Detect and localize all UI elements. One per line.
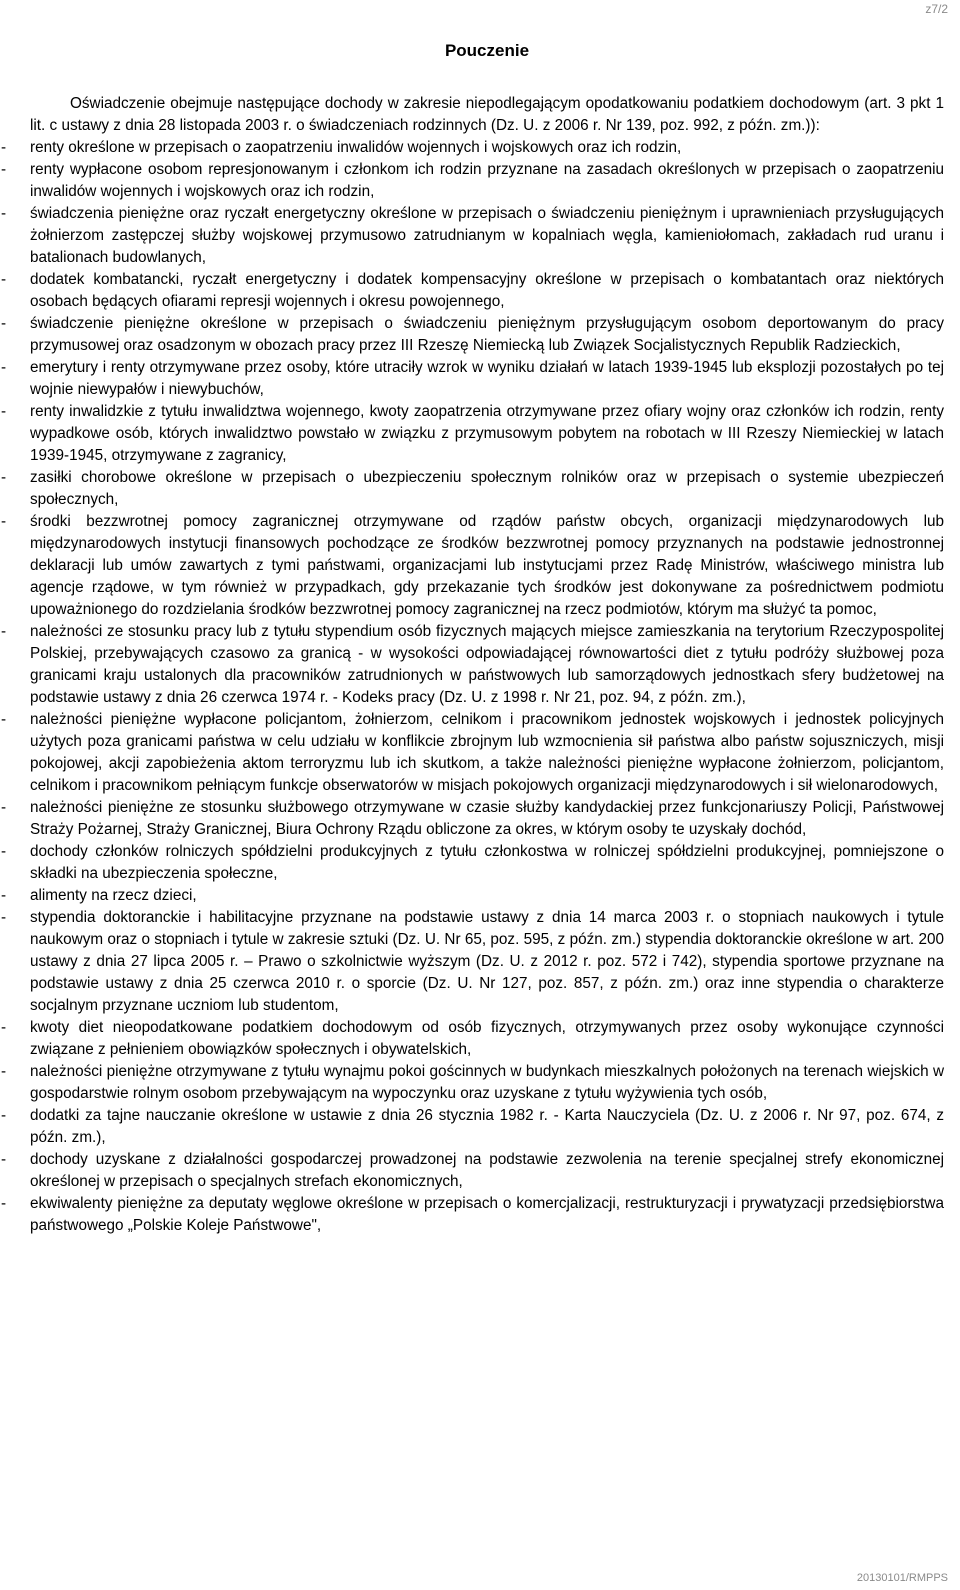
list-dash: - (1, 1151, 7, 1168)
list-item-text: należności pieniężne wypłacone policjantom, żołnierzom, celnikom i pracownikom jednostek wojskowych i jednostek policyjnych użytych poza granicami państwa w celu udziału w konflikcie zbrojnym lub wzmocnienia sił państwa albo państw sojuszniczych, misji pokojowej, akcji zapobieżenia aktom terroryzmu lub ich skutkom, a także należności pieniężne wypłacone żołnierzom, policjantom, celnikom i pracownikom pełniącym funkcje obserwatorów w misjach pokojowych organizacji międzynarodowych i sił wielonarodowych, (30, 711, 944, 794)
list-item-text: stypendia doktoranckie i habilitacyjne przyznane na podstawie ustawy z dnia 14 marca 2003 r. o stopniach naukowych i tytule naukowym oraz o stopniach i tytule w zakresie sztuki (Dz. U. Nr 65, poz. 595, z późn. zm.) stypendia doktoranckie określone w art. 200 ustawy z dnia 27 lipca 2005 r. – Prawo o szkolnictwie wyższym (Dz. U. z 2012 r. poz. 572 i 742), stypendia sportowe przyznane na podstawie ustawy z dnia 25 czerwca 2010 r. o sporcie (Dz. U. Nr 127, poz. 857, z późn. zm.) oraz inne stypendia o charakterze socjalnym przyznane uczniom lub studentom, (30, 909, 944, 1014)
list-item (1, 797, 944, 841)
list-item (1, 357, 944, 401)
list-dash: - (1, 1195, 7, 1212)
list-item (1, 137, 944, 159)
list-dash: - (1, 403, 7, 420)
list-dash: - (1, 799, 7, 816)
list-dash: - (1, 271, 7, 288)
list-dash: - (1, 623, 7, 640)
list-item (1, 313, 944, 357)
list-item-text: należności pieniężne ze stosunku służbowego otrzymywane w czasie służby kandydackiej przez funkcjonariuszy Policji, Państwowej Straży Pożarnej, Straży Granicznej, Biura Ochrony Rządu obliczone za okres, w którym osoby te uzyskały dochód, (30, 799, 944, 838)
list-item-text: emerytury i renty otrzymywane przez osoby, które utraciły wzrok w wyniku działań w latach 1939-1945 lub eksplozji pozostałych po tej wojnie niewypałów i niewybuchów, (30, 359, 944, 398)
page-number: z7/2 (925, 2, 948, 16)
list-item (1, 1017, 944, 1061)
list-item (1, 203, 944, 269)
list-item (1, 1061, 944, 1105)
list-item (1, 885, 944, 907)
list-item (1, 467, 944, 511)
list-item (1, 1193, 944, 1237)
list-item-text: zasiłki chorobowe określone w przepisach o ubezpieczeniu społecznym rolników oraz w przepisach o systemie ubezpieczeń społecznych, (30, 469, 944, 508)
list-dash: - (1, 359, 7, 376)
document-body (1, 36, 944, 1237)
list-item (1, 159, 944, 203)
income-list (1, 137, 944, 1237)
list-dash: - (1, 1063, 7, 1080)
list-dash: - (1, 711, 7, 728)
list-dash: - (1, 513, 7, 530)
list-item (1, 841, 944, 885)
list-dash: - (1, 909, 7, 926)
list-dash: - (1, 469, 7, 486)
list-item-text: dodatek kombatancki, ryczałt energetyczny i dodatek kompensacyjny określone w przepisach o kombatantach oraz niektórych osobach będących ofiarami represji wojennych i okresu powojennego, (30, 271, 944, 310)
list-item (1, 401, 944, 467)
list-item-text: ekwiwalenty pieniężne za deputaty węglowe określone w przepisach o komercjalizacji, restrukturyzacji i prywatyzacji przedsiębiorstwa państwowego „Polskie Koleje Państwowe", (30, 1195, 944, 1234)
list-item (1, 709, 944, 797)
list-dash: - (1, 139, 7, 156)
list-item (1, 907, 944, 1017)
list-item (1, 1105, 944, 1149)
list-item-text: świadczenia pieniężne oraz ryczałt energetyczny określone w przepisach o świadczeniu pieniężnym i uprawnieniach przysługujących żołnierzom zastępczej służby wojskowej przymusowo zatrudnianym w kopalniach węgla, kamieniołomach, zakładach rud uranu i batalionach budowlanych, (30, 205, 944, 266)
page-title: Pouczenie (444, 41, 530, 60)
list-dash: - (1, 1107, 7, 1124)
intro-paragraph: Oświadczenie obejmuje następujące dochody w zakresie niepodlegającym opodatkowaniu podatkiem dochodowym (art. 3 pkt 1 lit. c ustawy z dnia 28 listopada 2003 r. o świadczeniach rodzinnych (Dz. U. z 2006 r. Nr 139, poz. 992, z późn. zm.)): (30, 95, 944, 134)
list-item-text: należności ze stosunku pracy lub z tytułu stypendium osób fizycznych mających miejsce zamieszkania na terytorium Rzeczypospolitej Polskiej, przebywających czasowo za granicą - w wysokości odpowiadającej równowartości diet z tytułu podróży służbowej poza granicami kraju ustalonych dla pracowników zatrudnionych w państwowych lub samorządowych jednostkach sfery budżetowej na podstawie ustawy z dnia 26 czerwca 1974 r. - Kodeks pracy (Dz. U. z 1998 r. Nr 21, poz. 94, z późn. zm.), (30, 623, 944, 706)
list-item-text: dodatki za tajne nauczanie określone w ustawie z dnia 26 stycznia 1982 r. - Karta Nauczyciela (Dz. U. z 2006 r. Nr 97, poz. 674, z późn. zm.), (30, 1107, 944, 1146)
list-dash: - (1, 161, 7, 178)
list-item (1, 269, 944, 313)
list-dash: - (1, 887, 7, 904)
list-item-text: należności pieniężne otrzymywane z tytułu wynajmu pokoi gościnnych w budynkach mieszkalnych położonych na terenach wiejskich w gospodarstwie rolnym osobom przebywającym na wypoczynku oraz uzyskane z tytułu wyżywienia tych osób, (30, 1063, 944, 1102)
list-item (1, 1149, 944, 1193)
list-item-text: środki bezzwrotnej pomocy zagranicznej otrzymywane od rządów państw obcych, organizacji międzynarodowych lub międzynarodowych instytucji finansowych pochodzące ze środków bezzwrotnej pomocy przyznanych na podstawie jednostronnej deklaracji lub umów zawartych z tymi państwami, organizacjami lub instytucjami przez Radę Ministrów, właściwego ministra lub agencje rządowe, w tym również w przypadkach, gdy przekazanie tych środków jest dokonywane za pośrednictwem podmiotu upoważnionego do rozdzielania środków bezzwrotnej pomocy zagranicznej na rzecz podmiotów, którym ma służyć ta pomoc, (30, 513, 944, 618)
list-dash: - (1, 315, 7, 332)
footer-code: 20130101/RMPPS (856, 1572, 948, 1584)
list-item-text: renty wypłacone osobom represjonowanym i członkom ich rodzin przyznane na zasadach określonych w przepisach o zaopatrzeniu inwalidów wojennych i wojskowych oraz ich rodzin, (30, 161, 944, 200)
list-item-text: renty inwalidzkie z tytułu inwalidztwa wojennego, kwoty zaopatrzenia otrzymywane przez ofiary wojny oraz członków ich rodzin, renty wypadkowe osób, których inwalidztwo powstało w związku z przymusowym pobytem na robotach w III Rzeszy Niemieckiej w latach 1939-1945, otrzymywane z zagranicy, (30, 403, 944, 464)
list-item-text: renty określone w przepisach o zaopatrzeniu inwalidów wojennych i wojskowych oraz ich rodzin, (30, 139, 682, 156)
list-item (1, 621, 944, 709)
list-item-text: dochody członków rolniczych spółdzielni produkcyjnych z tytułu członkostwa w rolniczej spółdzielni produkcyjnej, pomniejszone o składki na ubezpieczenia społeczne, (30, 843, 944, 882)
list-dash: - (1, 205, 7, 222)
list-item-text: alimenty na rzecz dzieci, (30, 887, 197, 904)
list-item-text: dochody uzyskane z działalności gospodarczej prowadzonej na podstawie zezwolenia na terenie specjalnej strefy ekonomicznej określonej w przepisach o specjalnych strefach ekonomicznych, (30, 1151, 944, 1190)
list-dash: - (1, 843, 7, 860)
list-item-text: świadczenie pieniężne określone w przepisach o świadczeniu pieniężnym przysługującym osobom deportowanym do pracy przymusowej oraz osadzonym w obozach pracy przez III Rzeszę Niemiecką lub Związek Socjalistycznych Republik Radzieckich, (30, 315, 944, 354)
list-item-text: kwoty diet nieopodatkowane podatkiem dochodowym od osób fizycznych, otrzymywanych przez osoby wykonujące czynności związane z pełnieniem obowiązków społecznych i obywatelskich, (30, 1019, 944, 1058)
list-item (1, 511, 944, 621)
list-dash: - (1, 1019, 7, 1036)
